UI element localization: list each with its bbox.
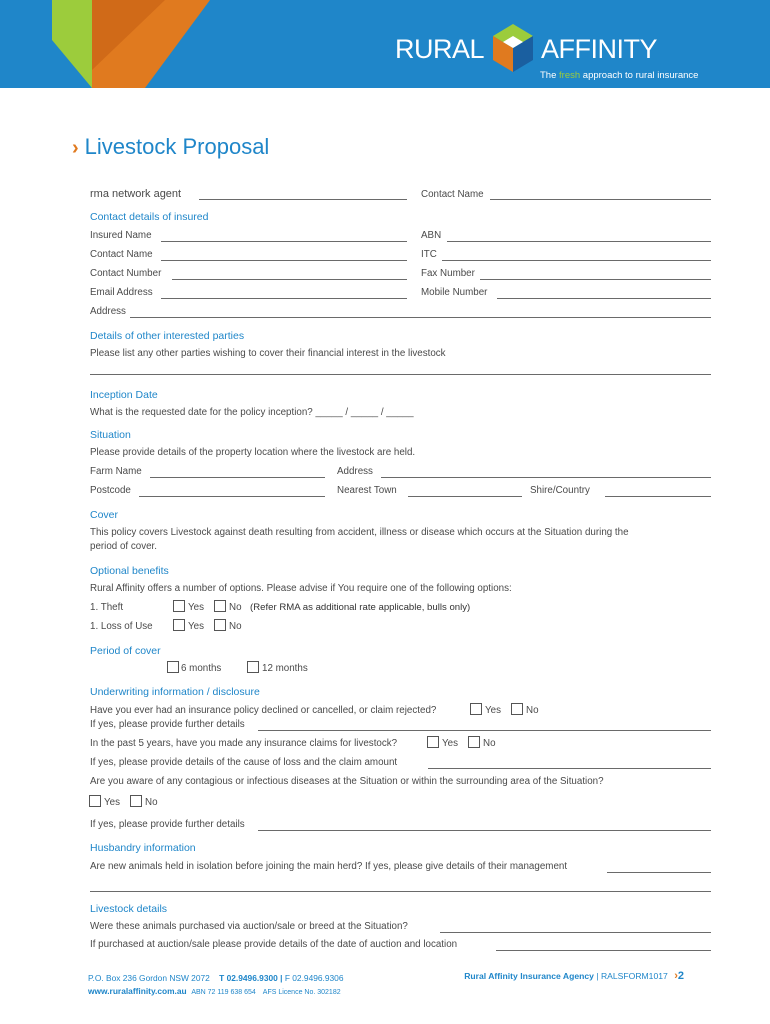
address-field[interactable] (130, 317, 711, 318)
livestock-q2-field[interactable] (496, 950, 711, 951)
uw-q1-no-label: No (526, 705, 539, 716)
nearest-town-field[interactable] (408, 496, 522, 497)
abn-label: ABN (421, 230, 442, 241)
footer-phone: T 02.9496.9300 (219, 973, 278, 983)
uw-q1-details-field[interactable] (258, 730, 711, 731)
uw-q1-yes-label: Yes (485, 705, 501, 716)
fax-number-label: Fax Number (421, 268, 475, 279)
section-heading-optional: Optional benefits (90, 565, 169, 577)
uw-q1-details-label: If yes, please provide further details (90, 719, 245, 730)
page-title: › Livestock Proposal (72, 134, 270, 159)
shire-field[interactable] (605, 496, 711, 497)
mobile-field[interactable] (497, 298, 711, 299)
postcode-field[interactable] (139, 496, 325, 497)
parties-field[interactable] (90, 374, 711, 375)
section-heading-underwriting: Underwriting information / disclosure (90, 686, 260, 698)
insured-name-label: Insured Name (90, 230, 152, 241)
section-heading-parties: Details of other interested parties (90, 330, 245, 342)
footer-address: P.O. Box 236 Gordon NSW 2072 (88, 973, 210, 983)
husbandry-field-2[interactable] (90, 891, 711, 892)
uw-q1: Have you ever had an insurance policy declined or cancelled, or claim rejected? (90, 705, 437, 716)
loss-yes-checkbox[interactable] (173, 619, 185, 631)
uw-q2-yes-label: Yes (442, 738, 458, 749)
address-label: Address (90, 306, 126, 317)
email-label: Email Address (90, 287, 153, 298)
uw-q2-yes-checkbox[interactable] (427, 736, 439, 748)
logo (395, 22, 715, 84)
six-months-label: 6 months (181, 663, 222, 674)
uw-q2-details-field[interactable] (428, 768, 711, 769)
husbandry-question: Are new animals held in isolation before joining the main herd? If yes, please give details of their management (90, 861, 568, 872)
page-number: 2 (677, 970, 684, 982)
farm-name-field[interactable] (150, 477, 325, 478)
insured-name-field[interactable] (161, 241, 407, 242)
parties-instruction: Please list any other parties wishing to cover their financial interest in the livestock (90, 348, 446, 359)
logo-tagline: The fresh approach to rural insurance (540, 70, 699, 81)
theft-yes-checkbox[interactable] (173, 600, 185, 612)
livestock-q2: If purchased at auction/sale please provide details of the date of auction and location (90, 939, 458, 950)
section-heading-husbandry: Husbandry information (90, 842, 196, 854)
itc-field[interactable] (442, 260, 711, 261)
uw-q2: In the past 5 years, have you made any insurance claims for livestock? (90, 738, 398, 749)
optional-intro: Rural Affinity offers a number of options. Please advise if You require one of the following options: (90, 583, 512, 594)
cover-text-line2: period of cover. (90, 541, 157, 552)
footer-form-id: Rural Affinity Insurance Agency | RALSFORM1017 ›2 (464, 970, 684, 982)
footer-contact: P.O. Box 236 Gordon NSW 2072 T 02.9496.9300 | F 02.9496.9306 www.ruralaffinity.com.au ABN 72 119 638 654 AFS Licence No. 302182 (88, 973, 344, 996)
situation-instruction: Please provide details of the property location where the livestock are held. (90, 447, 416, 458)
abn-field[interactable] (447, 241, 711, 242)
postcode-label: Postcode (90, 485, 131, 496)
section-heading-cover: Cover (90, 509, 119, 521)
livestock-q1-field[interactable] (440, 932, 711, 933)
header-banner (0, 0, 770, 88)
theft-yes-label: Yes (188, 602, 204, 613)
cover-text-line1: This policy covers Livestock against death resulting from accident, illness or disease which occurs at the Situation during the (90, 527, 629, 538)
contact-name-field[interactable] (161, 260, 407, 261)
footer-abn: ABN 72 119 638 654 (191, 989, 256, 996)
loss-yes-label: Yes (188, 621, 204, 632)
contact-name-label: Contact Name (90, 249, 153, 260)
logo-word-affinity: AFFINITY (541, 34, 657, 64)
footer-form-code: RALSFORM1017 (600, 971, 668, 981)
section-heading-insured: Contact details of insured (90, 211, 209, 223)
agent-field[interactable] (199, 199, 407, 200)
uw-q1-yes-checkbox[interactable] (470, 703, 482, 715)
six-months-checkbox[interactable] (167, 661, 179, 673)
uw-q3-details-field[interactable] (258, 830, 711, 831)
husbandry-field-1[interactable] (607, 872, 711, 873)
logo-word-rural: RURAL (395, 34, 485, 64)
uw-q3-no-checkbox[interactable] (130, 795, 142, 807)
uw-q3-details-label: If yes, please provide further details (90, 819, 245, 830)
section-heading-period: Period of cover (90, 645, 161, 657)
section-heading-livestock: Livestock details (90, 903, 168, 915)
footer-fax: F 02.9496.9306 (284, 973, 344, 983)
contact-number-field[interactable] (172, 279, 407, 280)
theft-label: 1. Theft (90, 602, 124, 613)
loss-no-label: No (229, 621, 242, 632)
fax-number-field[interactable] (480, 279, 711, 280)
uw-q1-no-checkbox[interactable] (511, 703, 523, 715)
nearest-town-label: Nearest Town (337, 485, 397, 496)
agent-label: rma network agent (90, 188, 182, 200)
email-field[interactable] (161, 298, 407, 299)
chevron-right-icon: › (72, 137, 79, 159)
loss-no-checkbox[interactable] (214, 619, 226, 631)
theft-note: (Refer RMA as additional rate applicable, bulls only) (250, 602, 471, 613)
uw-q2-no-label: No (483, 738, 496, 749)
theft-no-checkbox[interactable] (214, 600, 226, 612)
twelve-months-label: 12 months (262, 663, 308, 674)
logo-mark-icon (489, 22, 537, 74)
inception-question[interactable]: What is the requested date for the policy inception? _____ / _____ / _____ (90, 407, 414, 418)
loss-of-use-label: 1. Loss of Use (90, 621, 153, 632)
situation-address-field[interactable] (381, 477, 711, 478)
contact-number-label: Contact Number (90, 268, 162, 279)
section-heading-inception: Inception Date (90, 389, 158, 401)
footer-afsl: AFS Licence No. 302182 (262, 989, 341, 996)
theft-no-label: No (229, 602, 242, 613)
footer-agency: Rural Affinity Insurance Agency (464, 971, 594, 981)
uw-q3-no-label: No (145, 797, 158, 808)
twelve-months-checkbox[interactable] (247, 661, 259, 673)
livestock-q1: Were these animals purchased via auction/sale or breed at the Situation? (90, 921, 408, 932)
uw-q3-yes-label: Yes (104, 797, 120, 808)
agent-contact-field[interactable] (490, 199, 711, 200)
uw-q3: Are you aware of any contagious or infectious diseases at the Situation or within the surrounding area of the Situation? (90, 776, 604, 787)
section-heading-situation: Situation (90, 429, 131, 441)
footer-website-link[interactable]: www.ruralaffinity.com.au (88, 986, 187, 996)
itc-label: ITC (421, 249, 437, 260)
uw-q2-details-label: If yes, please provide details of the cause of loss and the claim amount (90, 757, 398, 768)
uw-q2-no-checkbox[interactable] (468, 736, 480, 748)
chevron-right-icon: › (674, 970, 678, 982)
mobile-label: Mobile Number (421, 287, 488, 298)
farm-name-label: Farm Name (90, 466, 142, 477)
agent-contact-label: Contact Name (421, 189, 484, 200)
situation-address-label: Address (337, 466, 373, 477)
shire-label: Shire/Country (530, 485, 590, 496)
uw-q3-yes-checkbox[interactable] (89, 795, 101, 807)
